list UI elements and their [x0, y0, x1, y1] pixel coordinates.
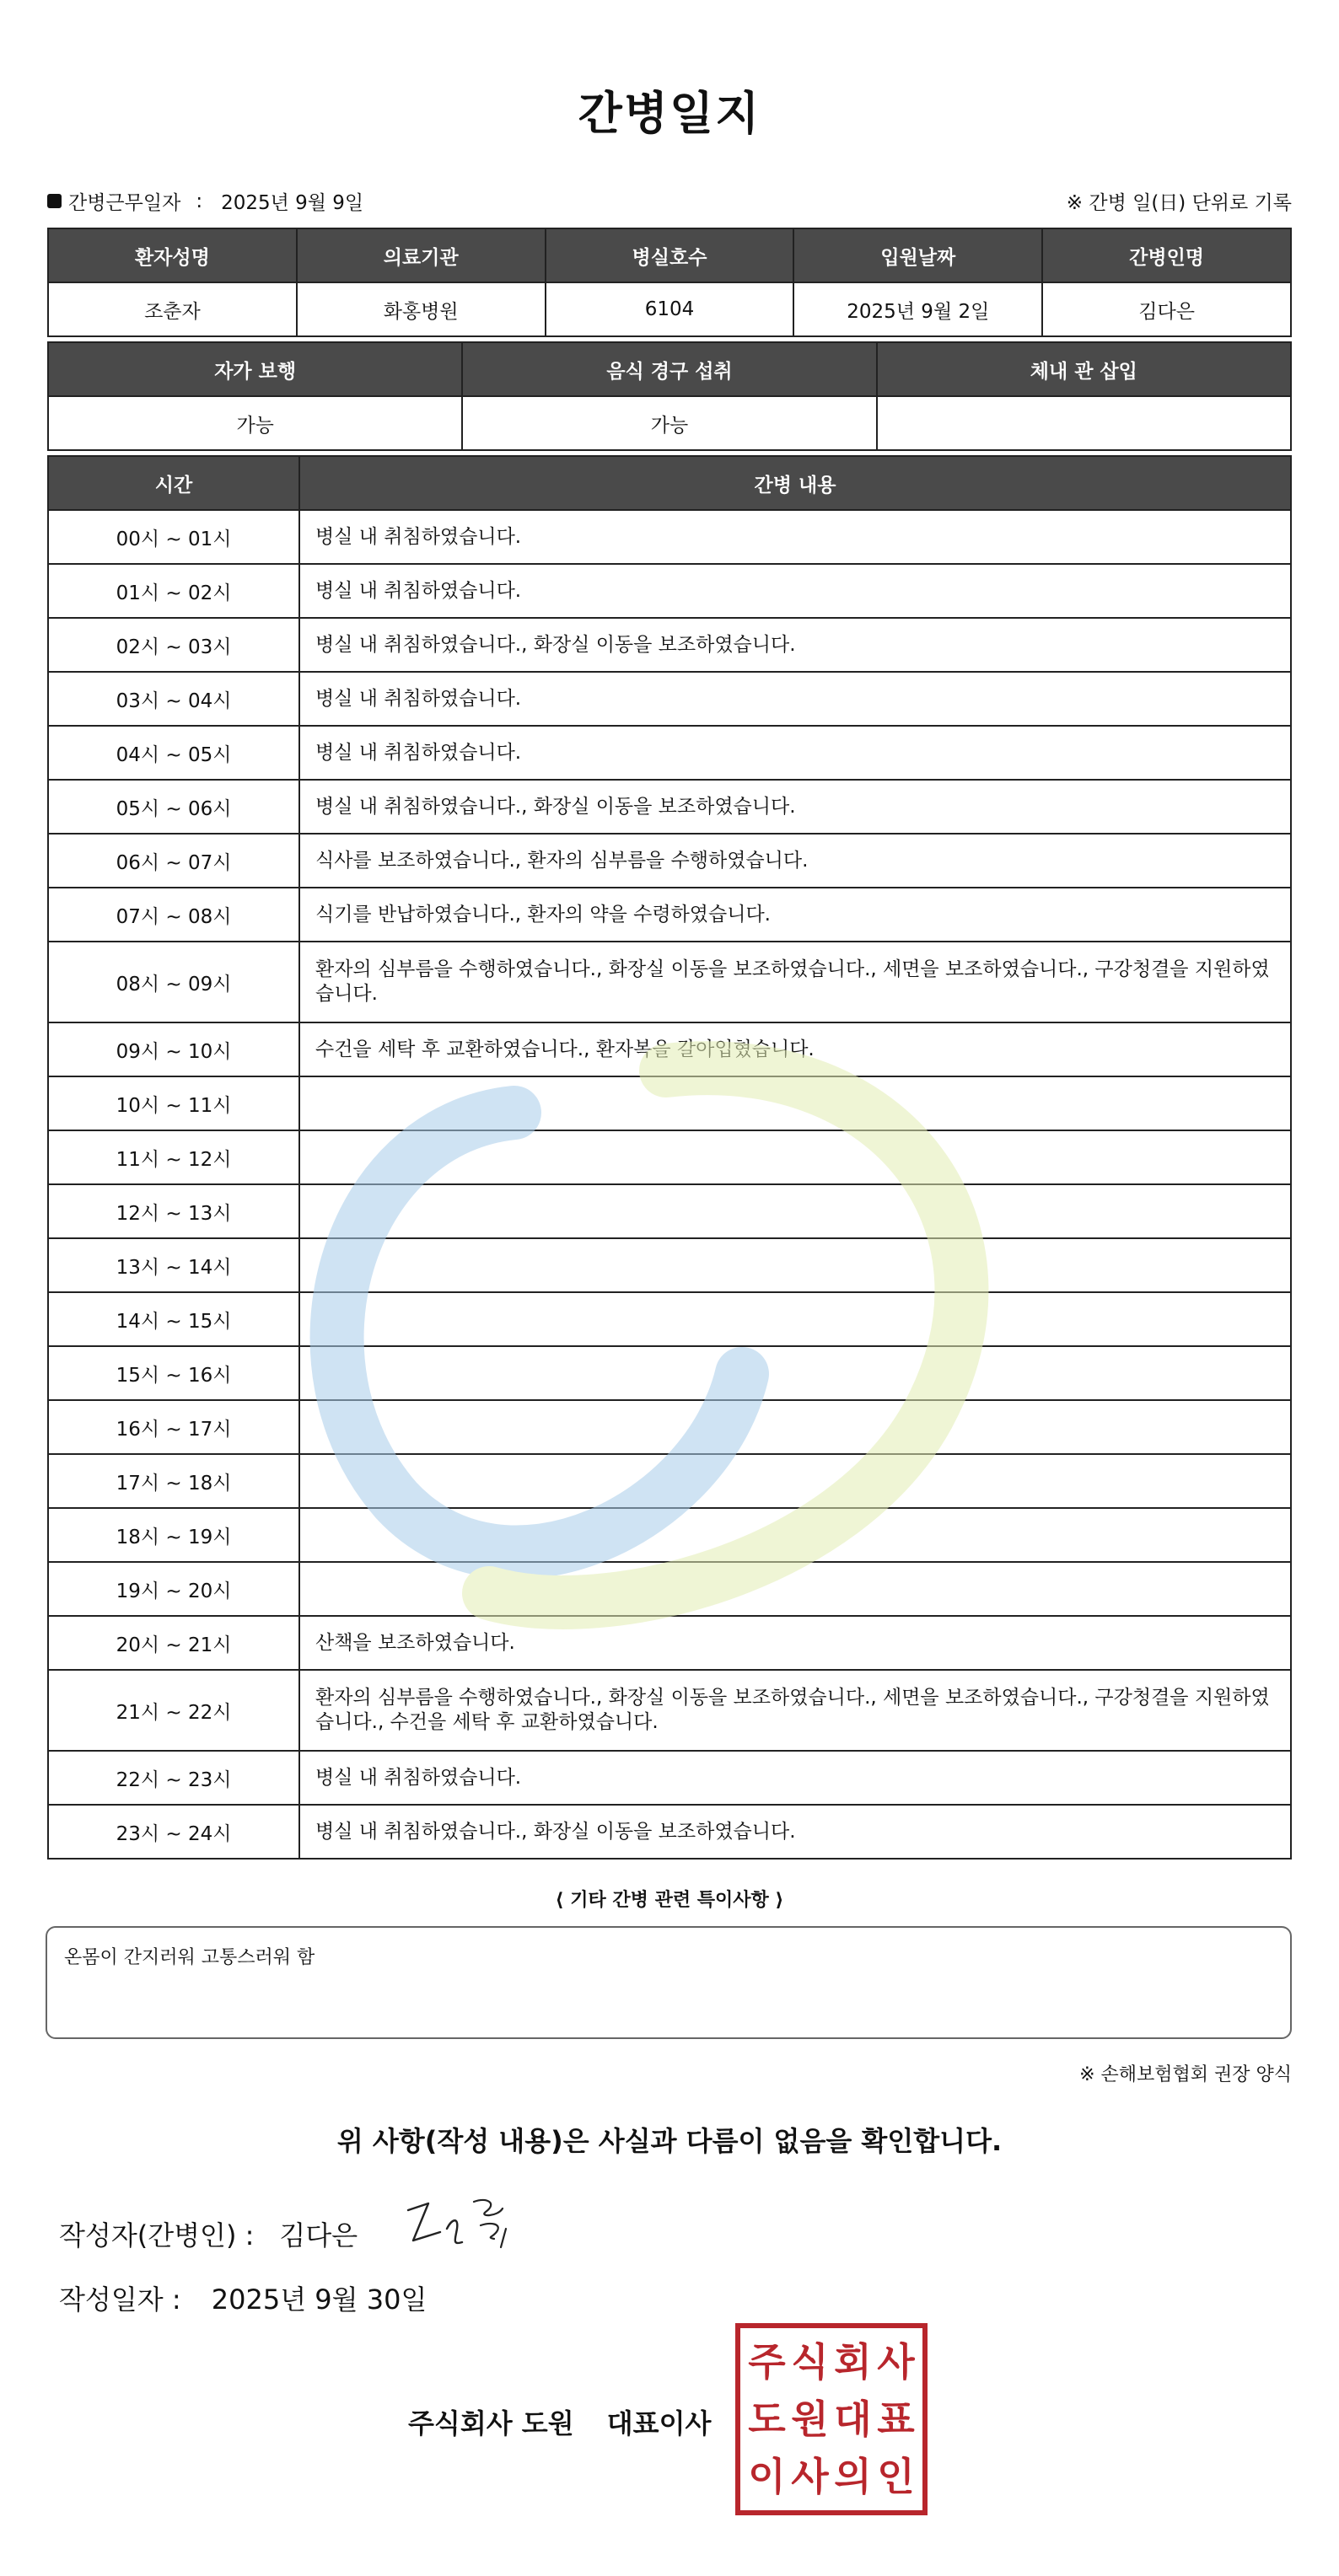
- header-admission-date: 입원날짜: [793, 228, 1042, 282]
- care-content: 환자의 심부름을 수행하였습니다., 화장실 이동을 보조하였습니다., 세면을 보조하였습니다., 구강청결을 지원하였습니다., 수건을 세탁 후 교환하였습니다.: [299, 1670, 1291, 1751]
- time-slot: 15시 ~ 16시: [48, 1346, 299, 1400]
- care-content: 식기를 반납하였습니다., 환자의 약을 수령하였습니다.: [299, 888, 1291, 942]
- table-row: [48, 618, 1291, 672]
- notes-content: 온몸이 간지러워 고통스러워 함: [64, 1947, 315, 1968]
- seal-character: 의: [834, 2454, 872, 2499]
- table-row: [48, 942, 1291, 1022]
- author-name: 김다은: [279, 2219, 358, 2251]
- company-line: [408, 2402, 711, 2441]
- time-slot: 00시 ~ 01시: [48, 510, 299, 564]
- header-hospital: 의료기관: [297, 228, 546, 282]
- care-content: 환자의 심부름을 수행하였습니다., 화장실 이동을 보조하였습니다., 세면을 보조하였습니다., 구강청결을 지원하였습니다.: [299, 942, 1291, 1022]
- tube-insertion-value: [877, 396, 1291, 450]
- time-slot: 23시 ~ 24시: [48, 1805, 299, 1859]
- table-row: [48, 510, 1291, 564]
- write-date-line: [59, 2278, 427, 2317]
- table-row: [48, 672, 1291, 726]
- time-slot: 18시 ~ 19시: [48, 1508, 299, 1562]
- time-slot: 17시 ~ 18시: [48, 1454, 299, 1508]
- care-content: [299, 1346, 1291, 1400]
- form-source-note: ※ 손해보험협회 권장 양식: [1079, 2064, 1292, 2085]
- care-content: [299, 1508, 1291, 1562]
- table-row: [48, 1670, 1291, 1751]
- time-slot: 06시 ~ 07시: [48, 834, 299, 888]
- care-content: 병실 내 취침하였습니다.: [299, 564, 1291, 618]
- care-content: 병실 내 취침하였습니다., 화장실 이동을 보조하였습니다.: [299, 780, 1291, 834]
- table-row: [48, 1562, 1291, 1616]
- time-slot: 19시 ~ 20시: [48, 1562, 299, 1616]
- handwritten-signature: [403, 2192, 521, 2259]
- table-row: [48, 1184, 1291, 1238]
- care-content: [299, 1562, 1291, 1616]
- write-date-label: 작성일자 :: [59, 2284, 181, 2316]
- table-row: [48, 726, 1291, 780]
- patient-ability-table: [47, 341, 1292, 451]
- table-row: [48, 564, 1291, 618]
- time-slot: 13시 ~ 14시: [48, 1238, 299, 1292]
- admission-date: 2025년 9월 2일: [793, 282, 1042, 336]
- notes-box: [46, 1926, 1292, 2039]
- seal-character: 식: [791, 2339, 829, 2385]
- time-slot: 09시 ~ 10시: [48, 1022, 299, 1076]
- care-content: [299, 1076, 1291, 1130]
- time-slot: 05시 ~ 06시: [48, 780, 299, 834]
- room-number: 6104: [546, 282, 794, 336]
- care-content: 병실 내 취침하였습니다.: [299, 1751, 1291, 1805]
- hospital-name: 화홍병원: [297, 282, 546, 336]
- caregiver-name: 김다은: [1042, 282, 1291, 336]
- table-row: [48, 1751, 1291, 1805]
- care-content: [299, 1292, 1291, 1346]
- seal-character: 이: [748, 2454, 786, 2499]
- care-content: 산책을 보조하였습니다.: [299, 1616, 1291, 1670]
- care-content: 병실 내 취침하였습니다., 화장실 이동을 보조하였습니다.: [299, 1805, 1291, 1859]
- header-time: 시간: [48, 456, 299, 510]
- seal-character: 회: [834, 2339, 872, 2385]
- seal-character: 도: [748, 2396, 786, 2442]
- table-row: [48, 1508, 1291, 1562]
- oral-intake-value: 가능: [462, 396, 876, 450]
- time-slot: 03시 ~ 04시: [48, 672, 299, 726]
- table-row: [48, 780, 1291, 834]
- seal-character: 사: [791, 2454, 829, 2499]
- work-date-colon: :: [196, 190, 203, 212]
- author-line: [59, 2214, 358, 2253]
- table-row: [48, 888, 1291, 942]
- patient-name: 조춘자: [48, 282, 297, 336]
- author-label: 작성자(간병인) :: [59, 2219, 255, 2251]
- time-slot: 01시 ~ 02시: [48, 564, 299, 618]
- care-content: [299, 1130, 1291, 1184]
- table-row: [48, 834, 1291, 888]
- company-seal: [735, 2323, 928, 2515]
- time-slot: 08시 ~ 09시: [48, 942, 299, 1022]
- seal-character: 인: [877, 2454, 915, 2499]
- time-slot: 11시 ~ 12시: [48, 1130, 299, 1184]
- time-slot: 16시 ~ 17시: [48, 1400, 299, 1454]
- representative-title: 대표이사: [606, 2407, 712, 2439]
- seal-character: 원: [791, 2396, 829, 2442]
- header-tube-insertion: 체내 관 삽입: [877, 342, 1291, 396]
- table-row: [48, 1616, 1291, 1670]
- table-row: [48, 1022, 1291, 1076]
- care-content: 병실 내 취침하였습니다., 화장실 이동을 보조하였습니다.: [299, 618, 1291, 672]
- header-care-content: 간병 내용: [299, 456, 1291, 510]
- table-row: [48, 1076, 1291, 1130]
- record-unit-note: ※ 간병 일(日) 단위로 기록: [1066, 192, 1292, 214]
- time-slot: 07시 ~ 08시: [48, 888, 299, 942]
- care-log-table: [47, 455, 1292, 1860]
- notes-title: ⟨ 기타 간병 관련 특이사항 ⟩: [555, 1890, 784, 1911]
- care-content: 병실 내 취침하였습니다.: [299, 726, 1291, 780]
- seal-character: 사: [877, 2339, 915, 2385]
- care-content: 식사를 보조하였습니다., 환자의 심부름을 수행하였습니다.: [299, 834, 1291, 888]
- header-oral-intake: 음식 경구 섭취: [462, 342, 876, 396]
- time-slot: 12시 ~ 13시: [48, 1184, 299, 1238]
- care-content: [299, 1400, 1291, 1454]
- table-row: [48, 1238, 1291, 1292]
- seal-character: 주: [748, 2339, 786, 2385]
- work-date-value: 2025년 9월 9일: [221, 192, 364, 214]
- table-row: [48, 1292, 1291, 1346]
- care-content: 수건을 세탁 후 교환하였습니다., 환자복을 갈아입혔습니다.: [299, 1022, 1291, 1076]
- care-content: 병실 내 취침하였습니다.: [299, 672, 1291, 726]
- write-date-value: 2025년 9월 30일: [211, 2284, 428, 2316]
- header-patient-name: 환자성명: [48, 228, 297, 282]
- table-row: [48, 1400, 1291, 1454]
- document-title: 간병일지: [578, 87, 761, 140]
- patient-info-table: [47, 228, 1292, 337]
- confirmation-statement: 위 사항(작성 내용)은 사실과 다름이 없음을 확인합니다.: [336, 2125, 1003, 2157]
- time-slot: 04시 ~ 05시: [48, 726, 299, 780]
- seal-character: 대: [834, 2396, 872, 2442]
- care-content: [299, 1238, 1291, 1292]
- time-slot: 02시 ~ 03시: [48, 618, 299, 672]
- care-content: [299, 1184, 1291, 1238]
- time-slot: 20시 ~ 21시: [48, 1616, 299, 1670]
- time-slot: 21시 ~ 22시: [48, 1670, 299, 1751]
- care-content: [299, 1454, 1291, 1508]
- self-walking-value: 가능: [48, 396, 462, 450]
- table-row: [48, 1805, 1291, 1859]
- header-self-walking: 자가 보행: [48, 342, 462, 396]
- time-slot: 22시 ~ 23시: [48, 1751, 299, 1805]
- header-caregiver-name: 간병인명: [1042, 228, 1291, 282]
- work-date-label: 간병근무일자: [68, 192, 181, 214]
- time-slot: 14시 ~ 15시: [48, 1292, 299, 1346]
- work-date-line: [47, 187, 363, 215]
- table-row: [48, 1454, 1291, 1508]
- square-bullet-icon: [47, 194, 62, 208]
- table-row: [48, 1346, 1291, 1400]
- company-name: 주식회사 도원: [408, 2407, 574, 2439]
- seal-character: 표: [877, 2396, 915, 2442]
- time-slot: 10시 ~ 11시: [48, 1076, 299, 1130]
- table-row: [48, 1130, 1291, 1184]
- care-content: 병실 내 취침하였습니다.: [299, 510, 1291, 564]
- header-room-number: 병실호수: [546, 228, 794, 282]
